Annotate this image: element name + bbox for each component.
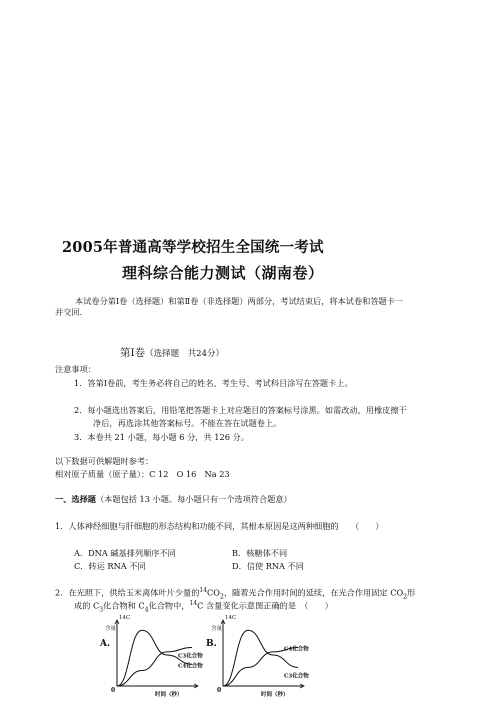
- notes-item-2b: 净后，再选涂其他答案标号。不能在答在试题卷上。: [93, 418, 282, 428]
- q1-option-b: B．核糖体不同: [232, 548, 288, 558]
- q2-line2-text-a: 成的 C: [74, 600, 100, 611]
- chart-series-line: [223, 648, 298, 686]
- chart-series-label: C3化合物: [178, 653, 203, 660]
- data-ref-title: 以下数据可供解题时参考：: [55, 456, 154, 466]
- part1-heading: [120, 345, 224, 360]
- q2-line2-text-b: 化合物和 C: [103, 600, 145, 611]
- notes-title: 注意事项：: [55, 364, 96, 374]
- q2-stem-text-b: CO: [207, 587, 221, 598]
- notes-item-3: 3．本卷共 21 小题，每小题 6 分，共 126 分。: [74, 432, 249, 442]
- chart-panel-label: B.: [206, 639, 217, 649]
- chart-series-label: C4化合物: [284, 646, 309, 653]
- q1-option-a: A．DNA 碱基排列顺序不同: [74, 548, 176, 558]
- data-ref-label: 相对原子质量（原子量）：: [55, 469, 150, 479]
- q2-line2-sup: 14: [189, 600, 198, 607]
- chart-origin-label: 0: [217, 687, 222, 694]
- chart-series-label: C4化合物: [178, 663, 203, 670]
- q2-line2-sub-2: 4: [144, 606, 149, 614]
- part1-heading-main: 第Ⅰ卷: [120, 347, 146, 359]
- chart-x-label: 时间（秒）: [261, 692, 289, 698]
- intro-line-1: 本试卷分第Ⅰ卷（选择题）和第Ⅱ卷（非选择题）两部分，考试结束后，将本试卷和答题卡一: [75, 296, 404, 306]
- exam-subtitle: 理科综合能力测试（湖南卷）: [122, 264, 324, 282]
- q1-option-d: D．信使 RNA 不同: [232, 561, 304, 571]
- q2-line2-text-d: C 含量变化示意图正确的是 （ ）: [197, 600, 333, 611]
- section1-heading: [55, 494, 292, 505]
- q2-stem-sub-2: 2: [403, 593, 408, 601]
- exam-title: 2005年普通高等学校招生全国统一考试: [62, 239, 324, 256]
- data-ref-atomic-mass: [55, 469, 230, 480]
- q2-line2-text-c: 化合物中，: [148, 600, 190, 611]
- chart-x-label: 时间（秒）: [155, 692, 183, 698]
- notes-item-1: 1．答第Ⅰ卷前，考生务必将自己的姓名、考生号、考试科目涂写在答题卡上。: [74, 378, 353, 388]
- part1-heading-sub: （选择题 共24分）: [145, 349, 224, 359]
- intro-line-2: 并交回.: [55, 307, 83, 317]
- q1-option-c: C．转运 RNA 不同: [74, 561, 146, 571]
- q2-stem-sub: 2: [220, 593, 224, 601]
- notes-item-2a: 2．每小题选出答案后，用铅笔把答题卡上对应题目的答案标号涂黑。如需改动，用橡皮擦干: [74, 405, 407, 415]
- intro-paragraph: [55, 296, 450, 318]
- q2-stem-line-1: [55, 587, 415, 600]
- q1-stem: 1．人体神经细胞与肝细胞的形态结构和功能不同，其根本原因是这两种细胞的 （ ）: [55, 521, 384, 531]
- q2-line2-sub-1: 3: [99, 606, 104, 614]
- chart-y-label: 含量: [105, 626, 117, 632]
- chart-series-label: C3化合物: [284, 673, 309, 680]
- chart-y-label: 含量: [211, 626, 223, 632]
- q2-stem-text-a: 2．在光照下，供给玉米离体叶片少量的: [55, 587, 200, 598]
- section1-label: 一、选择题: [55, 494, 96, 504]
- q2-chart-a: [98, 612, 210, 707]
- chart-y-top-label: 14C: [119, 615, 131, 621]
- q2-stem-text-d: 形: [407, 587, 416, 598]
- q2-stem-text-c: ，随着光合作用时间的延续，在光合作用固定 CO: [223, 587, 404, 598]
- chart-panel-label: A.: [100, 639, 111, 649]
- q2-stem-sup: 14: [199, 587, 208, 594]
- section1-note: （本题包括 13 小题。每小题只有一个选项符合题意）: [95, 494, 292, 504]
- chart-y-top-label: 14C: [225, 615, 237, 621]
- q2-chart-b: [200, 612, 320, 707]
- chart-origin-label: 0: [111, 687, 116, 694]
- data-ref-values: C 12 O 16 Na 23: [149, 469, 230, 479]
